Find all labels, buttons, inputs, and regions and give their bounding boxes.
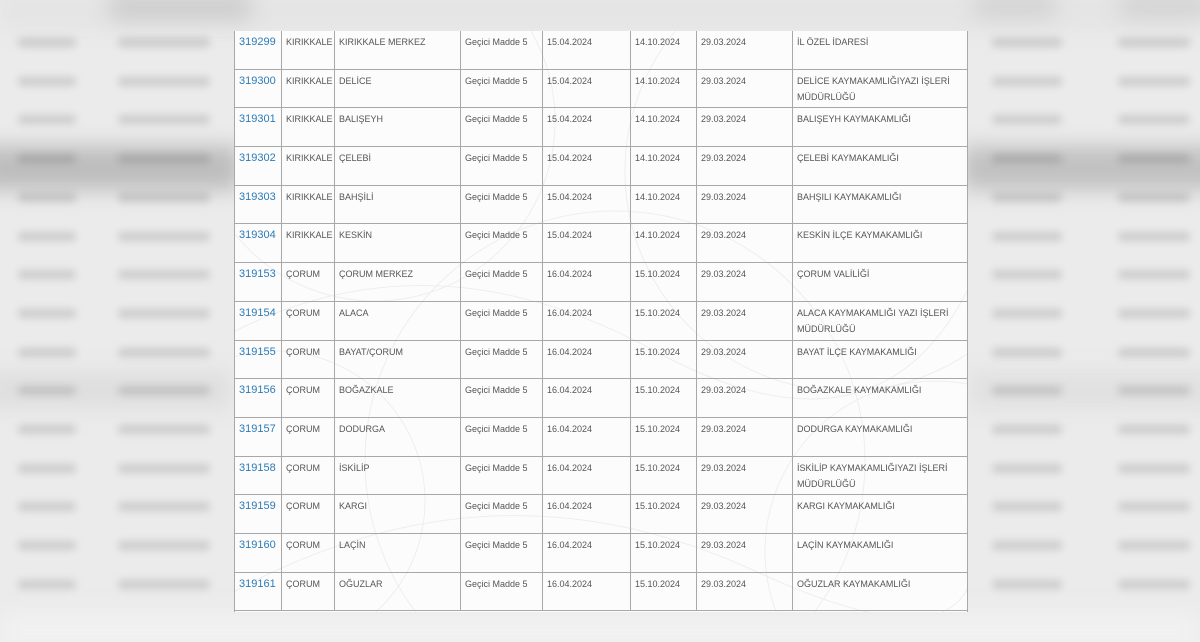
- institution-cell: DELİCE KAYMAKAMLIĞIYAZI İŞLERİ MÜDÜRLÜĞÜ: [797, 75, 950, 102]
- article-cell: Geçici Madde 5: [461, 147, 543, 185]
- blurred-text: [118, 77, 210, 86]
- end-date-cell: 14.10.2024: [631, 147, 697, 185]
- district-cell: OĞUZLAR: [335, 573, 461, 611]
- blurred-bottom-band: [0, 612, 1200, 642]
- start-date-cell: 16.04.2024: [543, 418, 631, 456]
- blurred-text: [1118, 348, 1190, 357]
- blurred-text: [1118, 77, 1190, 86]
- table-row: [235, 379, 967, 418]
- blurred-text: [1118, 425, 1190, 434]
- institution-cell: BALIŞEYH KAYMAKAMLIĞI: [797, 114, 911, 125]
- table-row: [235, 534, 967, 573]
- start-date-cell: 16.04.2024: [543, 341, 631, 379]
- table-row: [235, 418, 967, 457]
- blurred-text: [18, 77, 76, 86]
- blurred-text: [18, 193, 76, 202]
- blurred-text: [992, 348, 1062, 357]
- blurred-text: [18, 348, 76, 357]
- institution-cell: ÇORUM VALİLİĞİ: [797, 269, 870, 280]
- institution-cell: İL ÖZEL İDARESİ: [797, 37, 869, 47]
- blurred-text: [1118, 464, 1190, 473]
- province-cell: ÇORUM: [282, 302, 335, 340]
- article-cell: Geçici Madde 5: [461, 457, 543, 495]
- blurred-text: [18, 154, 76, 163]
- district-cell: ÇORUM MERKEZ: [335, 263, 461, 301]
- posted-date-cell: 29.03.2024: [697, 70, 793, 108]
- table-row: [235, 108, 967, 147]
- listing-id-link[interactable]: 319158: [239, 461, 276, 474]
- listing-id-link[interactable]: 319155: [239, 345, 276, 358]
- posted-date-cell: 29.03.2024: [697, 457, 793, 495]
- blurred-text: [992, 541, 1062, 550]
- posted-date-cell: 29.03.2024: [697, 224, 793, 262]
- id-cell: [235, 341, 282, 379]
- id-cell: [235, 302, 282, 340]
- posted-date-cell: 29.03.2024: [697, 186, 793, 224]
- start-date-cell: 16.04.2024: [543, 495, 631, 533]
- listing-id-link[interactable]: 319154: [239, 306, 276, 319]
- listing-id-link[interactable]: 319159: [239, 500, 276, 513]
- province-cell: KIRIKKALE: [282, 147, 335, 185]
- blurred-text: [1118, 502, 1190, 511]
- listings-table: [234, 31, 968, 612]
- district-cell: BAHŞİLİ: [335, 186, 461, 224]
- listing-id-link[interactable]: 319304: [239, 229, 276, 242]
- blurred-text: [1118, 115, 1190, 124]
- blurred-text: [992, 77, 1062, 86]
- listing-id-link[interactable]: 319153: [239, 268, 276, 281]
- end-date-cell: 15.10.2024: [631, 534, 697, 572]
- blurred-text: [18, 580, 76, 589]
- blurred-text: [118, 309, 210, 318]
- institution-cell: BAHŞILI KAYMAKAMLIĞI: [797, 191, 902, 202]
- province-cell: KIRIKKALE: [282, 186, 335, 224]
- article-cell: Geçici Madde 5: [461, 302, 543, 340]
- id-cell: [235, 31, 282, 69]
- listing-id-link[interactable]: 319300: [239, 74, 276, 87]
- district-cell: LAÇİN: [335, 534, 461, 572]
- blurred-text: [18, 464, 76, 473]
- article-cell: Geçici Madde 5: [461, 70, 543, 108]
- posted-date-cell: 29.03.2024: [697, 534, 793, 572]
- id-cell: [235, 147, 282, 185]
- id-cell: [235, 263, 282, 301]
- start-date-cell: 16.04.2024: [543, 534, 631, 572]
- posted-date-cell: 29.03.2024: [697, 573, 793, 611]
- id-cell: [235, 108, 282, 146]
- article-cell: Geçici Madde 5: [461, 495, 543, 533]
- institution-cell: İSKİLİP KAYMAKAMLIĞIYAZI İŞLERİ MÜDÜRLÜĞÜ: [797, 462, 948, 489]
- blurred-text: [118, 464, 210, 473]
- start-date-cell: 16.04.2024: [543, 457, 631, 495]
- posted-date-cell: 29.03.2024: [697, 379, 793, 417]
- id-cell: [235, 534, 282, 572]
- table-body: [235, 31, 967, 611]
- article-cell: Geçici Madde 5: [461, 31, 543, 69]
- start-date-cell: 16.04.2024: [543, 379, 631, 417]
- blurred-text: [992, 270, 1062, 279]
- blurred-text: [118, 270, 210, 279]
- listing-id-link[interactable]: 319301: [239, 113, 276, 126]
- listing-id-link[interactable]: 319161: [239, 577, 276, 590]
- district-cell: ÇELEBİ: [335, 147, 461, 185]
- id-cell: [235, 224, 282, 262]
- article-cell: Geçici Madde 5: [461, 224, 543, 262]
- district-cell: KARGI: [335, 495, 461, 533]
- end-date-cell: 15.10.2024: [631, 495, 697, 533]
- posted-date-cell: 29.03.2024: [697, 108, 793, 146]
- blurred-text: [18, 541, 76, 550]
- start-date-cell: 16.04.2024: [543, 573, 631, 611]
- blurred-top-right-shape: [1120, 0, 1200, 18]
- province-cell: KIRIKKALE: [282, 70, 335, 108]
- blurred-text: [118, 348, 210, 357]
- end-date-cell: 14.10.2024: [631, 186, 697, 224]
- blurred-text: [992, 309, 1062, 318]
- blurred-text: [118, 193, 210, 202]
- article-cell: Geçici Madde 5: [461, 186, 543, 224]
- id-cell: [235, 418, 282, 456]
- blurred-text: [18, 309, 76, 318]
- listing-id-link[interactable]: 319160: [239, 538, 276, 551]
- district-cell: BAYAT/ÇORUM: [335, 341, 461, 379]
- posted-date-cell: 29.03.2024: [697, 418, 793, 456]
- end-date-cell: 15.10.2024: [631, 302, 697, 340]
- start-date-cell: 15.04.2024: [543, 147, 631, 185]
- article-cell: Geçici Madde 5: [461, 534, 543, 572]
- province-cell: ÇORUM: [282, 573, 335, 611]
- table-row: [235, 263, 967, 302]
- article-cell: Geçici Madde 5: [461, 379, 543, 417]
- blurred-text: [118, 386, 210, 395]
- institution-cell: BAYAT İLÇE KAYMAKAMLIĞI: [797, 346, 917, 357]
- institution-cell: BOĞAZKALE KAYMAKAMLIĞI: [797, 385, 922, 396]
- blurred-text: [992, 232, 1062, 241]
- blurred-text: [1118, 580, 1190, 589]
- blurred-text: [992, 38, 1062, 47]
- posted-date-cell: 29.03.2024: [697, 31, 793, 69]
- province-cell: KIRIKKALE: [282, 224, 335, 262]
- district-cell: DELİCE: [335, 70, 461, 108]
- blurred-text: [992, 154, 1062, 163]
- district-cell: KIRIKKALE MERKEZ: [335, 31, 461, 69]
- id-cell: [235, 573, 282, 611]
- end-date-cell: 14.10.2024: [631, 108, 697, 146]
- end-date-cell: 15.10.2024: [631, 573, 697, 611]
- table-row: [235, 70, 967, 109]
- posted-date-cell: 29.03.2024: [697, 302, 793, 340]
- id-cell: [235, 379, 282, 417]
- institution-cell: LAÇİN KAYMAKAMLIĞI: [797, 539, 894, 550]
- blurred-text: [18, 232, 76, 241]
- blurred-text: [992, 580, 1062, 589]
- end-date-cell: 14.10.2024: [631, 224, 697, 262]
- end-date-cell: 15.10.2024: [631, 457, 697, 495]
- start-date-cell: 16.04.2024: [543, 263, 631, 301]
- blurred-text: [118, 115, 210, 124]
- table-row: [235, 147, 967, 186]
- article-cell: Geçici Madde 5: [461, 418, 543, 456]
- blurred-text: [1118, 154, 1190, 163]
- id-cell: [235, 495, 282, 533]
- blurred-text: [992, 386, 1062, 395]
- blurred-text: [1118, 193, 1190, 202]
- start-date-cell: 15.04.2024: [543, 108, 631, 146]
- blurred-text: [18, 270, 76, 279]
- blurred-text: [118, 232, 210, 241]
- table-row: [235, 457, 967, 496]
- start-date-cell: 15.04.2024: [543, 31, 631, 69]
- district-cell: BOĞAZKALE: [335, 379, 461, 417]
- blurred-text: [992, 425, 1062, 434]
- district-cell: İSKİLİP: [335, 457, 461, 495]
- district-cell: ALACA: [335, 302, 461, 340]
- district-cell: DODURGA: [335, 418, 461, 456]
- blurred-text: [118, 502, 210, 511]
- province-cell: ÇORUM: [282, 534, 335, 572]
- blurred-text: [118, 425, 210, 434]
- institution-cell: DODURGA KAYMAKAMLIĞI: [797, 423, 913, 434]
- province-cell: ÇORUM: [282, 495, 335, 533]
- blurred-text: [992, 464, 1062, 473]
- article-cell: Geçici Madde 5: [461, 108, 543, 146]
- table-row: [235, 186, 967, 225]
- district-cell: KESKİN: [335, 224, 461, 262]
- blurred-text: [18, 386, 76, 395]
- listing-id-link[interactable]: 319303: [239, 190, 276, 203]
- province-cell: ÇORUM: [282, 341, 335, 379]
- blurred-text: [118, 580, 210, 589]
- table-row: [235, 341, 967, 380]
- table-row: [235, 302, 967, 341]
- blurred-dark-band-left: [0, 146, 240, 190]
- province-cell: ÇORUM: [282, 418, 335, 456]
- institution-cell: ALACA KAYMAKAMLIĞI YAZI İŞLERİ MÜDÜRLÜĞÜ: [797, 307, 949, 334]
- district-cell: BALIŞEYH: [335, 108, 461, 146]
- posted-date-cell: 29.03.2024: [697, 341, 793, 379]
- blurred-text: [992, 115, 1062, 124]
- blurred-text: [1118, 232, 1190, 241]
- id-cell: [235, 70, 282, 108]
- article-cell: Geçici Madde 5: [461, 263, 543, 301]
- institution-cell: OĞUZLAR KAYMAKAMLIĞI: [797, 578, 911, 589]
- blurred-top-left-shape: [110, 0, 250, 20]
- start-date-cell: 15.04.2024: [543, 224, 631, 262]
- end-date-cell: 15.10.2024: [631, 263, 697, 301]
- institution-cell: KESKİN İLÇE KAYMAKAMLIĞI: [797, 230, 923, 241]
- province-cell: ÇORUM: [282, 263, 335, 301]
- institution-cell: ÇELEBİ KAYMAKAMLIĞI: [797, 153, 899, 164]
- blurred-text: [118, 541, 210, 550]
- blurred-dark-band-right: [962, 146, 1200, 190]
- table-row: [235, 31, 967, 70]
- listing-id-link[interactable]: 319156: [239, 384, 276, 397]
- blurred-text: [1118, 541, 1190, 550]
- blurred-text: [18, 38, 76, 47]
- article-cell: Geçici Madde 5: [461, 573, 543, 611]
- end-date-cell: 15.10.2024: [631, 379, 697, 417]
- blurred-text: [18, 502, 76, 511]
- blurred-text: [1118, 270, 1190, 279]
- blurred-text: [1118, 38, 1190, 47]
- province-cell: ÇORUM: [282, 379, 335, 417]
- blurred-text: [18, 115, 76, 124]
- id-cell: [235, 457, 282, 495]
- table-row: [235, 495, 967, 534]
- province-cell: KIRIKKALE: [282, 31, 335, 69]
- start-date-cell: 15.04.2024: [543, 70, 631, 108]
- article-cell: Geçici Madde 5: [461, 341, 543, 379]
- posted-date-cell: 29.03.2024: [697, 147, 793, 185]
- province-cell: KIRIKKALE: [282, 108, 335, 146]
- blurred-text: [992, 193, 1062, 202]
- id-cell: [235, 186, 282, 224]
- start-date-cell: 16.04.2024: [543, 302, 631, 340]
- blurred-text: [1118, 386, 1190, 395]
- blurred-text: [118, 38, 210, 47]
- blurred-text: [1118, 309, 1190, 318]
- blurred-text: [992, 502, 1062, 511]
- listing-id-link[interactable]: 319299: [239, 36, 276, 48]
- blurred-top-right-shape: [975, 0, 1055, 18]
- listing-id-link[interactable]: 319302: [239, 152, 276, 165]
- table-row: [235, 224, 967, 263]
- posted-date-cell: 29.03.2024: [697, 263, 793, 301]
- table-row: [235, 573, 967, 612]
- province-cell: ÇORUM: [282, 457, 335, 495]
- end-date-cell: 14.10.2024: [631, 70, 697, 108]
- end-date-cell: 15.10.2024: [631, 341, 697, 379]
- listing-id-link[interactable]: 319157: [239, 422, 276, 435]
- posted-date-cell: 29.03.2024: [697, 495, 793, 533]
- blurred-text: [18, 425, 76, 434]
- blurred-text: [118, 154, 210, 163]
- end-date-cell: 15.10.2024: [631, 418, 697, 456]
- institution-cell: KARGI KAYMAKAMLIĞI: [797, 501, 895, 512]
- end-date-cell: 14.10.2024: [631, 31, 697, 69]
- start-date-cell: 15.04.2024: [543, 186, 631, 224]
